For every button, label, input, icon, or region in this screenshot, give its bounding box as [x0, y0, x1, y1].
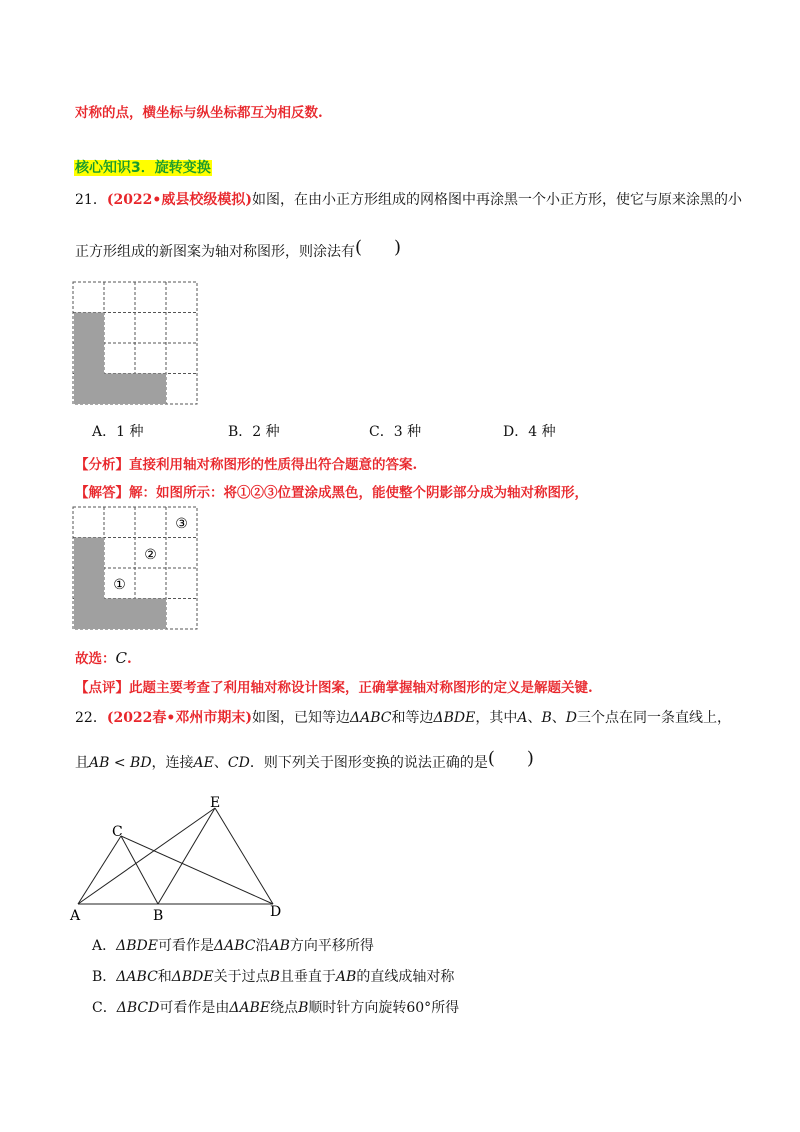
option-text: 2 种 [252, 424, 280, 440]
option-label: A． [92, 424, 117, 440]
q21-line1 [75, 189, 742, 209]
q21-option-c [369, 421, 421, 441]
option-label: D． [503, 424, 529, 440]
q22-number: 22． [75, 710, 107, 726]
q21-option-b [228, 421, 280, 441]
label-e: E [210, 795, 221, 811]
option-text: 可看作是 [157, 938, 214, 954]
option-label: A． [92, 938, 117, 954]
option-text: 4 种 [528, 424, 556, 440]
option-text: 且垂直于 [279, 969, 336, 985]
q21-solution [75, 481, 588, 501]
q22-text: 和等边 [391, 710, 434, 726]
q22-text: ，连接 [151, 755, 194, 771]
q22-triangle-figure [66, 792, 296, 922]
option-text: 方向平移所得 [289, 938, 374, 954]
q22-sep: 、 [527, 710, 542, 726]
q21-solution-grid-figure [70, 503, 202, 633]
q22-sep: 、 [213, 755, 228, 771]
label-d: D [270, 904, 282, 920]
math-segment-cd: CD [227, 755, 250, 771]
q22-paren-close: ) [526, 748, 534, 769]
math-point-b: B [541, 710, 552, 726]
q21-number: 21． [75, 192, 107, 208]
comment-text: 此题主要考查了利用轴对称设计图案，正确掌握轴对称图形的定义是解题关键. [129, 680, 593, 696]
q21-analysis [75, 453, 417, 473]
option-math: B [298, 1000, 309, 1016]
q22-text: ，其中 [475, 710, 518, 726]
q22-text: 三个点在同一条直线上， [576, 710, 731, 726]
solution-tag: 【解答】 [75, 485, 129, 501]
option-math: AB [335, 969, 357, 985]
option-text: 沿 [255, 938, 270, 954]
option-label: B． [228, 424, 253, 440]
math-segment-ae: AE [193, 755, 214, 771]
answer-value: C [115, 649, 127, 667]
option-math: ΔABE [229, 1000, 271, 1016]
shaded-l-shape [74, 313, 166, 405]
label-c: C [112, 824, 123, 840]
q21-text2: 正方形组成的新图案为轴对称图形，则涂法有 [75, 244, 355, 260]
q21-comment [75, 676, 593, 696]
q22-text: 如图，已知等边 [252, 710, 350, 726]
q21-line2 [75, 237, 402, 261]
q21-answer [75, 647, 132, 667]
q22-option-c [92, 997, 459, 1017]
q21-text1: 如图，在由小正方形组成的网格图中再涂黑一个小正方形，使它与原来涂黑的小 [252, 192, 742, 208]
q22-text: 且 [75, 755, 89, 771]
option-math: AB [269, 938, 290, 954]
q22-text: ．则下列关于图形变换的说法正确的是 [249, 755, 488, 771]
analysis-tag: 【分析】 [75, 457, 129, 473]
q22-line2 [75, 748, 534, 772]
math-point-d: D [565, 710, 577, 726]
q22-option-b [92, 966, 454, 986]
q22-sep: 、 [551, 710, 566, 726]
q22-line1 [75, 707, 731, 727]
q21-option-d [503, 421, 556, 441]
math-inequality: AB < BD [89, 755, 152, 771]
q21-source: (2022•威县校级模拟) [106, 192, 252, 208]
option-label: C． [92, 1000, 117, 1016]
q21-paren-open: ( [355, 237, 363, 258]
mark-1: ① [113, 577, 126, 593]
line-ae [78, 808, 215, 904]
solution-text: 解：如图所示：将①②③位置涂成黑色，能使整个阴影部分成为轴对称图形， [129, 485, 588, 501]
option-text: 和 [157, 969, 172, 985]
answer-suffix: . [126, 651, 132, 667]
option-math: B [269, 969, 280, 985]
option-math: ΔBCD [116, 1000, 160, 1016]
q21-paren-close: ) [394, 237, 402, 258]
label-b: B [153, 908, 164, 922]
option-text: 所得 [431, 1000, 460, 1016]
option-math: ΔABC [116, 969, 158, 985]
section-title [74, 157, 212, 177]
math-triangle-abc: ΔABC [350, 710, 392, 726]
option-text: 顺时针方向旋转 [308, 1000, 407, 1016]
q22-source: (2022春•邓州市期末) [106, 710, 252, 726]
q22-option-a [92, 935, 374, 955]
math-point-a: A [517, 710, 528, 726]
top-note: 对称的点，横坐标与纵坐标都互为相反数. [75, 105, 323, 121]
mark-2: ② [144, 547, 157, 563]
math-triangle-bde: ΔBDE [433, 710, 476, 726]
option-math: ΔBDE [171, 969, 214, 985]
q21-grid-figure [70, 278, 202, 408]
q21-option-a [92, 421, 143, 441]
option-math: 60° [406, 1000, 432, 1016]
answer-prefix: 故选： [75, 651, 116, 667]
label-a: A [70, 908, 81, 922]
line-ac [78, 836, 121, 904]
analysis-text: 直接利用轴对称图形的性质得出符合题意的答案. [129, 457, 418, 473]
line-ed [215, 808, 273, 904]
option-label: C． [369, 424, 394, 440]
option-text: 3 种 [393, 424, 422, 440]
q22-paren-open: ( [487, 748, 495, 769]
option-math: ΔBDE [116, 938, 158, 954]
option-label: B． [92, 969, 117, 985]
option-text: 1 种 [116, 424, 144, 440]
option-text: 可看作是由 [159, 1000, 230, 1016]
option-text: 绕点 [270, 1000, 299, 1016]
mark-3: ③ [175, 516, 188, 532]
option-math: ΔABC [213, 938, 256, 954]
section-title-text: 核心知识3．旋转变换 [75, 160, 211, 176]
option-text: 关于过点 [213, 969, 270, 985]
line-cd [121, 836, 273, 904]
option-text: 的直线成轴对称 [356, 969, 455, 985]
comment-tag: 【点评】 [75, 680, 129, 696]
